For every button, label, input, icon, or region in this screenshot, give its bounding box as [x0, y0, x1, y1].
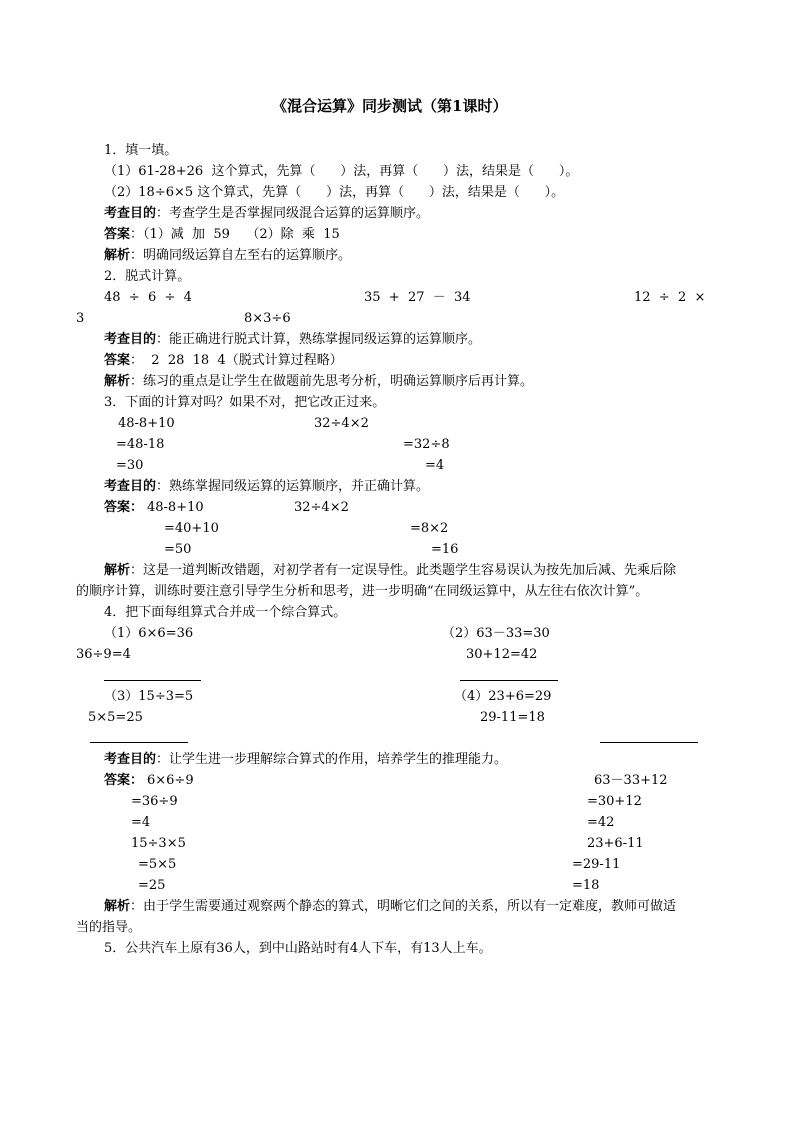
q4-answer: [104, 773, 143, 789]
q3-analysis: [104, 563, 676, 579]
answer-label: 答案: [104, 500, 131, 515]
q1-answer: [104, 227, 340, 243]
q2-analysis: [104, 374, 533, 390]
q4-group1-line: 36÷9=4: [76, 647, 131, 662]
q2-answer: [104, 353, 343, 369]
q4-answer3-line: =25: [138, 878, 166, 893]
purpose-label: 考查目的: [104, 206, 157, 221]
q3-answer-right-line: 32÷4×2: [294, 500, 349, 515]
answer-colon: ：: [130, 500, 144, 515]
answer-blank-line: [600, 742, 698, 743]
q3-answer: [104, 500, 143, 516]
answer-label: 答案: [104, 353, 131, 368]
q3-answer-right-line: =8×2: [410, 521, 449, 536]
q4-group4-line: 29-11=18: [480, 710, 545, 725]
q3-stem: 3．下面的计算对吗？如果不对，把它改正过来。: [104, 395, 386, 410]
q3-answer-left-line: 48-8+10: [147, 500, 204, 515]
answer-colon: ：: [130, 773, 144, 788]
analysis-label: 解析: [104, 248, 131, 263]
q3-right-line: =4: [425, 458, 445, 473]
q1-item1: （1）61-28+26 这个算式，先算（ ）法，再算（ ）法，结果是（ ）。: [104, 164, 579, 179]
q2-purpose: [104, 332, 481, 348]
q4-answer4-line: =18: [572, 878, 600, 893]
q1-purpose: [104, 206, 429, 222]
q4-answer2-line: =30+12: [587, 794, 642, 809]
q4-answer3-line: 15÷3×5: [131, 836, 186, 851]
purpose-label: 考查目的: [104, 332, 157, 347]
q4-answer1-line: =36÷9: [131, 794, 178, 809]
answer-label: 答案: [104, 227, 131, 242]
q4-answer1-line: 6×6÷9: [147, 773, 194, 788]
q4-analysis-text: ：由于学生需要通过观察两个静态的算式，明晰它们之间的关系，所以有一定难度，教师可做适: [130, 899, 677, 914]
q4-group2-line: 30+12=42: [466, 647, 538, 662]
q4-group4-line: （4）23+6=29: [454, 689, 552, 704]
q4-purpose: [104, 752, 507, 768]
q5-stem: 5．公共汽车上原有36人，到中山路站时有4人下车，有13人上车。: [104, 941, 492, 956]
page-title: 《混合运算》同步测试（第1课时）: [272, 97, 508, 115]
q3-answer-left-line: =40+10: [164, 521, 219, 536]
q3-answer-right-line: =16: [431, 542, 459, 557]
answer-blank-line: [460, 680, 558, 681]
q3-analysis-text: ：这是一道判断改错题，对初学者有一定误导性。此类题学生容易误认为按先加后减、先乘后除: [130, 563, 677, 578]
q1-analysis: [104, 248, 351, 264]
q4-analysis: [104, 899, 676, 915]
q4-group1-line: （1）6×6=36: [104, 626, 194, 641]
analysis-label: 解析: [104, 563, 131, 578]
q3-answer-left-line: =50: [164, 542, 192, 557]
q4-analysis-cont: 当的指导。: [76, 920, 142, 935]
purpose-label: 考查目的: [104, 479, 157, 494]
q4-answer2-line: =42: [587, 815, 615, 830]
q3-purpose-text: ：熟练掌握同级运算的运算顺序，并正确计算。: [156, 479, 430, 494]
q2-expr3: 12 ÷ 2 ×: [634, 290, 706, 305]
q2-expr3-cont: 3: [76, 311, 85, 326]
answer-blank-line: [90, 742, 188, 743]
q4-group2-line: （2）63－33=30: [442, 626, 550, 641]
q4-answer3-line: =5×5: [138, 857, 177, 872]
q4-answer2-line: 63－33+12: [594, 773, 668, 788]
q4-answer4-line: =29-11: [572, 857, 621, 872]
analysis-label: 解析: [104, 899, 131, 914]
q4-group3-line: （3）15÷3=5: [104, 689, 194, 704]
purpose-label: 考查目的: [104, 752, 157, 767]
q3-right-line: =32÷8: [403, 437, 450, 452]
q2-expr1: 48 ÷ 6 ÷ 4: [104, 290, 192, 305]
q4-purpose-text: ：让学生进一步理解综合算式的作用，培养学生的推理能力。: [156, 752, 508, 767]
q3-analysis-cont: 的顺序计算，训练时要注意引导学生分析和思考，进一步明确“在同级运算中，从左往右依次计算”。: [76, 584, 649, 599]
q1-stem: 1．填一填。: [104, 143, 178, 158]
q3-left-line: =48-18: [116, 437, 165, 452]
q2-expr4: 8×3÷6: [244, 311, 291, 326]
q1-analysis-text: ：明确同级运算自左至右的运算顺序。: [130, 248, 352, 263]
answer-blank-line: [104, 680, 201, 681]
q2-answer-text: ： 2 28 18 4（脱式计算过程略）: [130, 353, 343, 368]
q2-purpose-text: ：能正确进行脱式计算，熟练掌握同级运算的运算顺序。: [156, 332, 482, 347]
q2-stem: 2．脱式计算。: [104, 269, 191, 284]
q1-item2: （2）18÷6×5 这个算式，先算（ ）法，再算（ ）法，结果是（ ）。: [104, 185, 565, 200]
q4-group3-line: 5×5=25: [88, 710, 143, 725]
q1-answer-text: ：（1）减 加 59 （2）除 乘 15: [130, 227, 340, 242]
q4-answer4-line: 23+6-11: [587, 836, 644, 851]
q3-left-line: =30: [116, 458, 144, 473]
q1-purpose-text: ：考查学生是否掌握同级混合运算的运算顺序。: [156, 206, 430, 221]
q3-purpose: [104, 479, 429, 495]
analysis-label: 解析: [104, 374, 131, 389]
q4-stem: 4．把下面每组算式合并成一个综合算式。: [104, 605, 347, 620]
answer-label: 答案: [104, 773, 131, 788]
q3-left-line: 48-8+10: [118, 416, 175, 431]
q3-right-line: 32÷4×2: [314, 416, 369, 431]
q4-answer1-line: =4: [131, 815, 151, 830]
q2-expr2: 35 + 27 － 34: [364, 290, 471, 305]
q2-analysis-text: ：练习的重点是让学生在做题前先思考分析，明确运算顺序后再计算。: [130, 374, 534, 389]
